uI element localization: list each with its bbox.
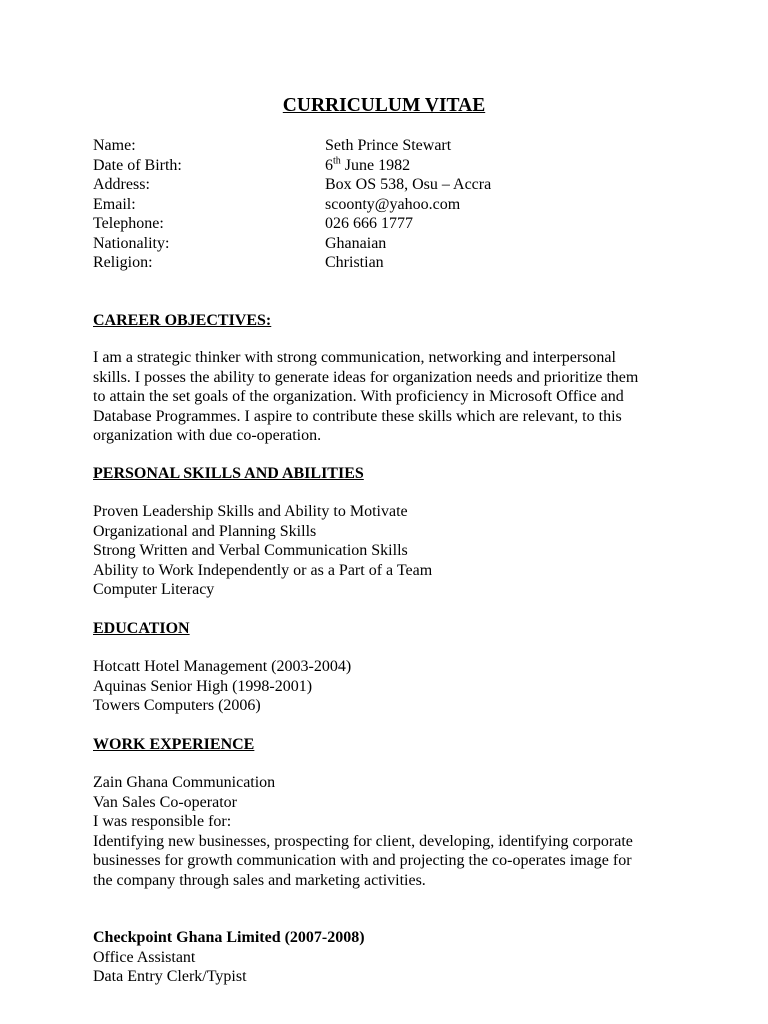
info-row-religion [93,253,693,273]
list-item: Ability to Work Independently or as a Part of a Team [93,561,433,579]
job-intro: I was responsible for: [93,813,232,830]
list-item: Aquinas Senior High (1998-2001) [93,677,313,695]
job-role: Office Assistant [93,948,196,966]
list-item: Computer Literacy [93,581,215,598]
paragraph-line: Identifying new businesses, prospecting for client, developing, identifying corporate [93,832,633,850]
info-label: Address: [93,176,150,193]
info-value: Seth Prince Stewart [325,137,452,154]
paragraph-line: organization with due co-operation. [93,427,322,444]
list-item: Proven Leadership Skills and Ability to Motivate [93,503,408,520]
dob-suffix: th [333,155,341,167]
info-value: 026 666 1777 [325,215,413,232]
info-label: Email: [93,195,136,213]
work-experience-heading [93,735,683,755]
personal-info [93,136,693,273]
paragraph-line: skills. I posses the ability to generate ideas for organization needs and prioritize them [93,368,639,386]
info-label: Religion: [93,254,153,271]
skills-heading [93,464,683,484]
info-label: Nationality: [93,234,170,252]
info-row-address [93,175,693,195]
info-row-name [93,136,693,156]
document-title: CURRICULUM VITAE [282,95,486,116]
career-objectives-heading [93,311,683,331]
education-list [93,657,683,716]
job-checkpoint [93,928,683,987]
info-label: Date of Birth: [93,156,182,174]
dob-day: 6 [325,156,333,174]
info-row-nationality [93,234,693,254]
job-company: Checkpoint Ghana Limited (2007-2008) [93,929,365,946]
job-company: Zain Ghana Communication [93,774,276,791]
paragraph-line: to attain the set goals of the organization. With proficiency in Microsoft Office and [93,388,624,405]
info-value: Christian [325,254,384,271]
job-zain [93,773,683,890]
info-row-dob [93,156,693,176]
job-role: Van Sales Co-operator [93,793,237,811]
dob-rest: June 1982 [340,156,411,174]
skills-list [93,502,683,600]
info-row-email [93,195,693,215]
section-heading: WORK EXPERIENCE [93,736,255,753]
paragraph-line: Database Programmes. I aspire to contribute these skills which are relevant, to this [93,407,622,425]
info-value: Box OS 538, Osu – Accra [325,176,492,193]
info-value [325,156,693,176]
list-item: Strong Written and Verbal Communication Skills [93,542,408,559]
education-heading [93,619,683,639]
section-heading: EDUCATION [93,620,190,637]
list-item: Organizational and Planning Skills [93,522,317,540]
info-label: Telephone: [93,215,164,232]
career-objectives-text [93,348,683,446]
list-item: Hotcatt Hotel Management (2003-2004) [93,658,352,675]
info-value: Ghanaian [325,234,387,252]
info-row-telephone [93,214,693,234]
paragraph-line: businesses for growth communication with and projecting the co-operates image for [93,852,632,869]
paragraph-line: I am a strategic thinker with strong communication, networking and interpersonal [93,349,616,366]
info-label: Name: [93,137,136,154]
job-role: Data Entry Clerk/Typist [93,968,247,985]
paragraph-line: the company through sales and marketing activities. [93,871,426,889]
section-heading: PERSONAL SKILLS AND ABILITIES [93,465,364,482]
info-value: scoonty@yahoo.com [325,195,461,213]
section-heading: CAREER OBJECTIVES: [93,312,272,329]
list-item: Towers Computers (2006) [93,697,261,714]
